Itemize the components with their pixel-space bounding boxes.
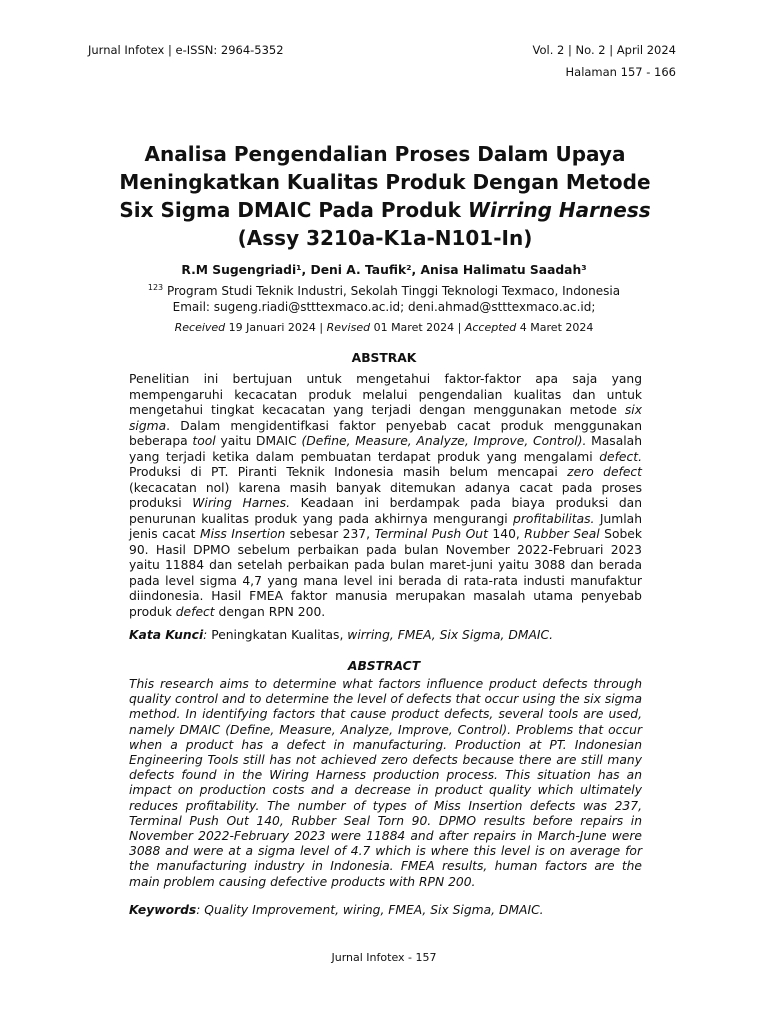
submission-dates: Received 19 Januari 2024 | Revised 01 Maret 2024 | Accepted 4 Maret 2024 [174,321,594,334]
title-line-2: Meningkatkan Kualitas Produk Dengan Metode [119,170,651,194]
abstrak-body: Penelitian ini bertujuan untuk mengetahui faktor-faktor apa saja yang mempengaruhi kecacatan produk melalui pengendalian kualitas dan untuk mengetahui tingkat kecacatan yang terjadi dengan menggunakan metode six sigma. Dalam mengidentifkasi faktor penyebab cacat produk menggunakan beberapa tool yaitu DMAIC (Define, Measure, Analyze, Improve, Control). Masalah yang terjadi ketika dalam pembuatan terdapat produk yang mengalami defect. Produksi di PT. Piranti Teknik Indonesia masih belum mencapai zero defect (kecacatan nol) karena masih banyak ditemukan adanya cacat pada proses produksi Wiring Harnes. Keadaan ini berdampak pada biaya produksi dan penurunan kualitas produk yang pada akhirnya mengurangi profitabilitas. Jumlah jenis cacat Miss Insertion sebesar 237, Terminal Push Out 140, Rubber Seal Sobek 90. Hasil DPMO sebelum perbaikan pada bulan November 2022-Februari 2023 yaitu 11884 dan setelah perbaikan pada bulan maret-juni yaitu 3088 dan berada pada level sigma 4,7 yang mana level ini berada di rata-rata industi manufaktur diindonesia. Hasil FMEA faktor manusia merupakan masalah utama penyebab produk defect dengan RPN 200. [129,372,642,619]
keywords: Keywords: Quality Improvement, wiring, FMEA, Six Sigma, DMAIC. [129,903,544,917]
authors: R.M Sugengriadi¹, Deni A. Taufik², Anisa Halimatu Saadah³ [181,263,587,277]
issue-info [533,43,676,87]
abstrak-heading: ABSTRAK [351,351,417,365]
title-line-1: Analisa Pengendalian Proses Dalam Upaya [144,142,626,166]
email-line: Email: sugeng.riadi@stttexmaco.ac.id; deni.ahmad@stttexmaco.ac.id; [172,300,596,314]
volume-info: Vol. 2 | No. 2 | April 2024 [532,43,676,57]
page-range: Halaman 157 - 166 [565,65,676,79]
page-footer: Jurnal Infotex - 157 [331,951,437,964]
abstract-body: This research aims to determine what factors influence product defects through quality control and to determine the level of defects that occur using the six sigma method. In identifying factors that cause product defects, several tools are used, namely DMAIC (Define, Measure, Analyze, Improve, Control). Problems that occur when a product has a defect in manufacturing. Production at PT. Indonesian Engineering Tools still has not achieved zero defects because there are still many defects found in the Wiring Harness production process. This situation has an impact on production costs and a decrease in product quality which ultimately reduces profitability. The number of types of Miss Insertion defects was 237, Terminal Push Out 140, Rubber Seal Torn 90. DPMO results before repairs in November 2022-February 2023 were 11884 and after repairs in March-June were 3088 and were at a sigma level of 4.7 which is where this level is on average for the manufacturing industry in Indonesia. FMEA results, human factors are the main problem causing defective products with RPN 200. [129,677,642,889]
paper-title [60,140,710,252]
title-line-4: (Assy 3210a-K1a-N101-In) [237,226,533,250]
abstract-heading: ABSTRACT [347,659,421,673]
title-line-3: Six Sigma DMAIC Pada Produk Wirring Harness [119,198,651,222]
affiliation: $^{123}$ Program Studi Teknik Industri, Sekolah Tinggi Teknologi Texmaco, Indonesia Email: sugeng.riadi@stttexmaco.ac.id; deni.ahmad@stttexmaco.ac.id; [0,280,768,315]
journal-header: Jurnal Infotex | e-ISSN: 2964-5352 [88,43,284,57]
kata-kunci: Kata Kunci: Peningkatan Kualitas, wirring, FMEA, Six Sigma, DMAIC. [129,628,553,642]
